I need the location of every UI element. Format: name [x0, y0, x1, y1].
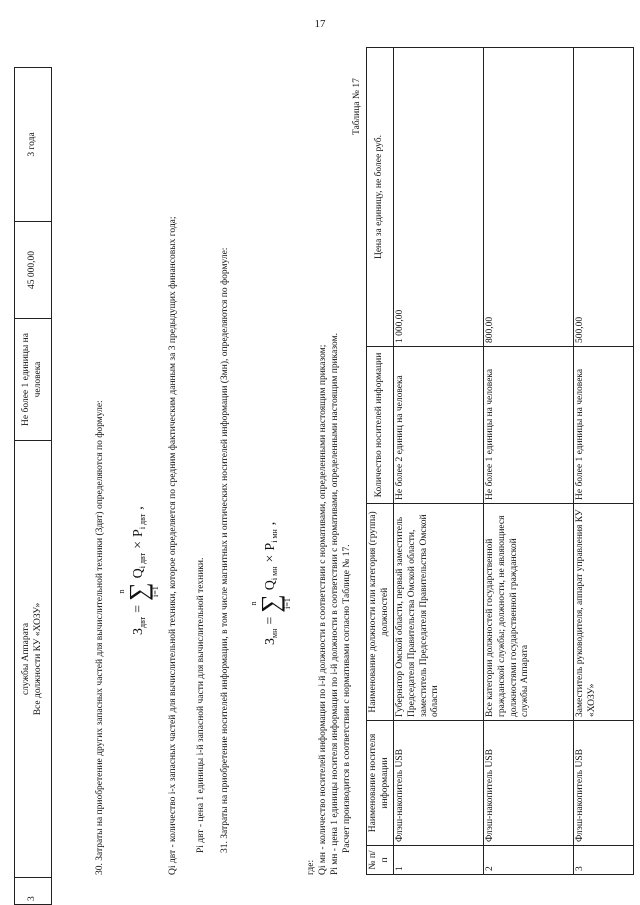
price: 800,00 [483, 48, 573, 347]
term-cell: 3 года [15, 68, 52, 222]
definition-q-mn: Qi мн - количество носителей информации по i-й должности в соответствии с нормативами, определенными настоящим приказом; [318, 344, 328, 875]
position-name: Заместитель руководителя, аппарат управления КУ «ХОЗУ» [573, 504, 633, 721]
table-title: Таблица № 17 [352, 78, 362, 135]
definition-p-dvt: Pi двт - цена 1 единицы i-й запасной части для вычислительной техники. [196, 557, 206, 853]
calculation-note: Расчет производится в соответствии с нормативами согласно Таблице № 17. [342, 544, 352, 853]
quantity-cell: Не более 1 единицы на человека [15, 319, 52, 441]
media-name: Флэш-накопитель USB [573, 721, 633, 846]
price: 1 000,00 [393, 48, 483, 347]
media-name: Флэш-накопитель USB [483, 721, 573, 846]
row-number: 3 [15, 878, 52, 905]
sum-symbol: n ∑ i=1 [117, 582, 160, 601]
position-line: Все должности КУ «ХОЗУ» [33, 602, 43, 716]
table-row [393, 48, 483, 875]
quantity: Не более 1 единицы на человека [573, 347, 633, 504]
price: 500,00 [573, 48, 633, 347]
formula-31: $З_{мн}$ = n ∑ i=1 $Q_{i мн}$ × $P_{i мн}$ , [249, 521, 292, 645]
header-num: № п/п [367, 846, 394, 875]
formula-p: $P_{i двт}$ [131, 513, 147, 537]
header-media-name: Наименование носителя информации [367, 721, 394, 846]
formula-q: $Q_{i мн}$ [263, 566, 279, 591]
definition-p-mn: Pi мн - цена 1 единицы носителя информации по i-й должности в соответствии с нормативами, определенными настоящим приказом. [330, 332, 340, 875]
position-name: Все категории должностей государственной гражданской службы; должности, не являющиеся должностями государственной гражданской службы Аппарата [483, 504, 573, 721]
previous-table-fragment [14, 67, 52, 905]
position-cell [15, 441, 52, 878]
quantity: Не более 1 единицы на человека [483, 347, 573, 504]
price-cell: 45 000,00 [15, 222, 52, 319]
where-label: где: [306, 859, 316, 875]
rotated-page-content [0, 35, 600, 905]
formula-30: $З_{двт}$ = n ∑ i=1 $Q_{i двт}$ × $P_{i двт}$ , [117, 506, 160, 635]
formula-p: $P_{i мн}$ [263, 529, 279, 551]
position-line: службы Аппарата [21, 622, 32, 696]
paragraph-31: 31. Затраты на приобретение носителей информации, в том числе магнитных и оптических носителей информации (Змн), определяются по формуле: [220, 247, 230, 853]
header-position: Наименование должности или категория (группа) должностей [367, 504, 394, 721]
table-row [483, 48, 573, 875]
header-price: Цена за единицу, не более руб. [367, 48, 394, 347]
formula-lhs: $З_{двт}$ [131, 616, 147, 635]
header-quantity: Количество носителей информации [367, 347, 394, 504]
table-header-row [367, 48, 394, 875]
row-number: 3 [573, 846, 633, 875]
table-row [15, 68, 52, 905]
row-number: 2 [483, 846, 573, 875]
sum-symbol: n ∑ i=1 [249, 594, 292, 613]
definition-q-dvt: Qi двт - количество i-х запасных частей для вычислительной техники, которое определяется по средним фактическим данным за 3 предыдущих финансовых года; [168, 216, 178, 875]
row-number: 1 [393, 846, 483, 875]
quantity: Не более 2 единиц на человека [393, 347, 483, 504]
media-name: Флэш-накопитель USB [393, 721, 483, 846]
position-name: Губернатор Омской области, первый заместитель Председателя Правительства Омской области, заместитель Председателя Правительства Омской области [393, 504, 483, 721]
table-row [573, 48, 633, 875]
formula-q: $Q_{i двт}$ [131, 552, 147, 579]
paragraph-30: 30. Затраты на приобретение других запасных частей для вычислительной техники (Здвт) определяются по формуле: [95, 400, 105, 875]
page-number: 17 [314, 18, 326, 30]
formula-lhs: $З_{мн}$ [263, 628, 279, 645]
table-17 [366, 47, 634, 875]
